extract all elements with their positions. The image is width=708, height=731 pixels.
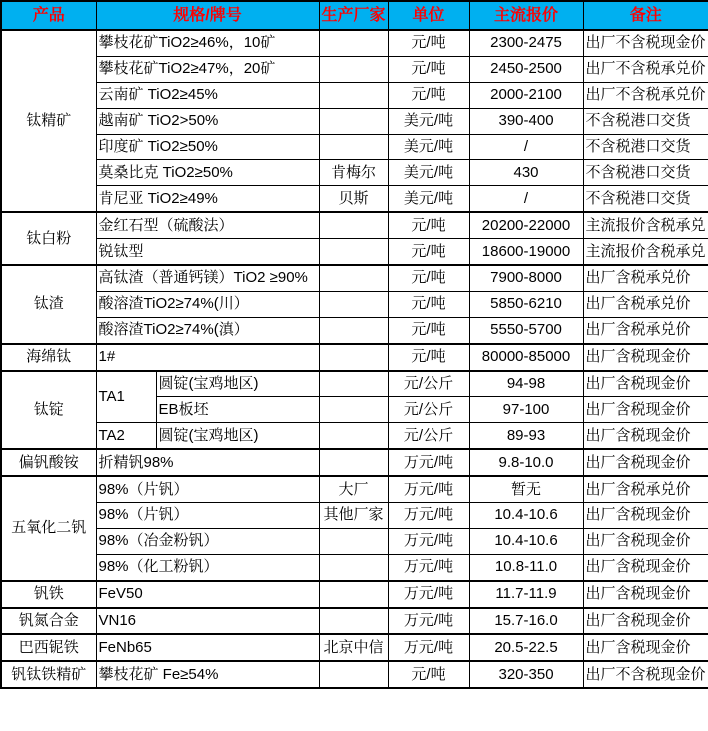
- spec-cell: 攀枝花矿TiO2≥47%，20矿: [96, 56, 319, 82]
- note-cell: 出厂不含税承兑价: [583, 82, 708, 108]
- producer-cell: [319, 317, 388, 343]
- unit-cell: 元/吨: [388, 56, 469, 82]
- spec-cell: FeV50: [96, 581, 319, 608]
- price-cell: 2450-2500: [469, 56, 583, 82]
- price-cell: 20200-22000: [469, 212, 583, 238]
- producer-cell: [319, 608, 388, 635]
- price-cell: 10.4-10.6: [469, 503, 583, 529]
- table-row: [1, 134, 708, 160]
- unit-cell: 美元/吨: [388, 108, 469, 134]
- producer-cell: [319, 528, 388, 554]
- product-cell: 五氧化二钒: [1, 476, 96, 581]
- unit-cell: 万元/吨: [388, 608, 469, 635]
- spec-cell: 肯尼亚 TiO2≥49%: [96, 186, 319, 212]
- note-cell: 出厂含税现金价: [583, 608, 708, 635]
- note-cell: 出厂含税承兑价: [583, 476, 708, 502]
- producer-cell: [319, 581, 388, 608]
- unit-cell: 元/公斤: [388, 371, 469, 397]
- table-row: [1, 291, 708, 317]
- price-cell: 80000-85000: [469, 344, 583, 371]
- price-cell: 7900-8000: [469, 265, 583, 291]
- producer-cell: 贝斯: [319, 186, 388, 212]
- unit-cell: 元/吨: [388, 317, 469, 343]
- spec-cell: 折精钒98%: [96, 449, 319, 476]
- price-cell: 390-400: [469, 108, 583, 134]
- table-row: [1, 371, 708, 397]
- note-cell: 出厂含税承兑价: [583, 265, 708, 291]
- unit-cell: 美元/吨: [388, 186, 469, 212]
- table-row: [1, 82, 708, 108]
- table-row: [1, 186, 708, 212]
- product-cell: 钒氮合金: [1, 608, 96, 635]
- header-cell-product: 产品: [1, 1, 96, 30]
- unit-cell: 元/吨: [388, 30, 469, 56]
- note-cell: 出厂含税现金价: [583, 554, 708, 580]
- spec-cell: 莫桑比克 TiO2≥50%: [96, 160, 319, 186]
- unit-cell: 元/公斤: [388, 397, 469, 423]
- spec-cell: 高钛渣（普通钙镁）TiO2 ≥90%: [96, 265, 319, 291]
- unit-cell: 元/吨: [388, 344, 469, 371]
- price-cell: 94-98: [469, 371, 583, 397]
- product-cell: 钒铁: [1, 581, 96, 608]
- price-cell: 89-93: [469, 423, 583, 449]
- producer-cell: [319, 397, 388, 423]
- producer-cell: [319, 661, 388, 688]
- spec-cell: 98%（化工粉钒）: [96, 554, 319, 580]
- note-cell: 出厂含税现金价: [583, 581, 708, 608]
- producer-cell: [319, 239, 388, 265]
- unit-cell: 万元/吨: [388, 581, 469, 608]
- grade-cell: TA2: [96, 423, 156, 449]
- price-cell: 10.4-10.6: [469, 528, 583, 554]
- spec-cell: 锐钛型: [96, 239, 319, 265]
- price-cell: 2000-2100: [469, 82, 583, 108]
- producer-cell: [319, 108, 388, 134]
- unit-cell: 万元/吨: [388, 449, 469, 476]
- price-cell: 430: [469, 160, 583, 186]
- spec-cell: 圆锭(宝鸡地区): [156, 423, 319, 449]
- note-cell: 出厂含税现金价: [583, 397, 708, 423]
- product-cell: 钒钛铁精矿: [1, 661, 96, 688]
- table-row: [1, 554, 708, 580]
- price-cell: 97-100: [469, 397, 583, 423]
- unit-cell: 元/吨: [388, 265, 469, 291]
- unit-cell: 元/吨: [388, 82, 469, 108]
- spec-cell: 越南矿 TiO2>50%: [96, 108, 319, 134]
- table-row: [1, 449, 708, 476]
- spec-cell: 酸溶渣TiO2≥74%(滇）: [96, 317, 319, 343]
- producer-cell: [319, 423, 388, 449]
- header-cell-spec: 规格/牌号: [96, 1, 319, 30]
- price-cell: 10.8-11.0: [469, 554, 583, 580]
- spec-cell: 酸溶渣TiO2≥74%(川）: [96, 291, 319, 317]
- spec-cell: EB板坯: [156, 397, 319, 423]
- note-cell: 出厂含税现金价: [583, 344, 708, 371]
- note-cell: 出厂不含税承兑价: [583, 56, 708, 82]
- note-cell: 出厂不含税现金价: [583, 661, 708, 688]
- note-cell: 不含税港口交货: [583, 186, 708, 212]
- price-cell: 暂无: [469, 476, 583, 502]
- producer-cell: [319, 30, 388, 56]
- spec-cell: VN16: [96, 608, 319, 635]
- spec-cell: 云南矿 TiO2≥45%: [96, 82, 319, 108]
- spec-cell: 圆锭(宝鸡地区): [156, 371, 319, 397]
- price-cell: 5550-5700: [469, 317, 583, 343]
- producer-cell: [319, 265, 388, 291]
- spec-cell: 攀枝花矿 Fe≥54%: [96, 661, 319, 688]
- note-cell: 主流报价含税承兑: [583, 212, 708, 238]
- grade-cell: TA1: [96, 371, 156, 423]
- note-cell: 不含税港口交货: [583, 134, 708, 160]
- table-row: [1, 661, 708, 688]
- product-cell: 海绵钛: [1, 344, 96, 371]
- note-cell: 出厂含税承兑价: [583, 317, 708, 343]
- spec-cell: FeNb65: [96, 634, 319, 661]
- table-row: [1, 344, 708, 371]
- unit-cell: 元/吨: [388, 661, 469, 688]
- table-row: [1, 265, 708, 291]
- table-row: [1, 528, 708, 554]
- header-cell-note: 备注: [583, 1, 708, 30]
- note-cell: 出厂含税现金价: [583, 371, 708, 397]
- producer-cell: [319, 344, 388, 371]
- price-table-body: [1, 30, 708, 688]
- unit-cell: 万元/吨: [388, 554, 469, 580]
- producer-cell: [319, 371, 388, 397]
- note-cell: 不含税港口交货: [583, 160, 708, 186]
- product-cell: 钛渣: [1, 265, 96, 344]
- spec-cell: 98%（片钒）: [96, 503, 319, 529]
- note-cell: 出厂含税现金价: [583, 503, 708, 529]
- producer-cell: [319, 554, 388, 580]
- producer-cell: [319, 134, 388, 160]
- unit-cell: 万元/吨: [388, 476, 469, 502]
- note-cell: 出厂含税现金价: [583, 634, 708, 661]
- unit-cell: 美元/吨: [388, 160, 469, 186]
- note-cell: 出厂不含税现金价: [583, 30, 708, 56]
- table-row: [1, 317, 708, 343]
- unit-cell: 万元/吨: [388, 528, 469, 554]
- producer-cell: 大厂: [319, 476, 388, 502]
- producer-cell: 北京中信: [319, 634, 388, 661]
- spec-cell: 98%（冶金粉钒）: [96, 528, 319, 554]
- price-cell: 5850-6210: [469, 291, 583, 317]
- unit-cell: 元/吨: [388, 291, 469, 317]
- price-cell: 20.5-22.5: [469, 634, 583, 661]
- table-row: [1, 503, 708, 529]
- unit-cell: 美元/吨: [388, 134, 469, 160]
- spec-cell: 印度矿 TiO2≥50%: [96, 134, 319, 160]
- note-cell: 出厂含税现金价: [583, 449, 708, 476]
- note-cell: 出厂含税现金价: [583, 528, 708, 554]
- unit-cell: 元/吨: [388, 212, 469, 238]
- note-cell: 出厂含税承兑价: [583, 291, 708, 317]
- note-cell: 不含税港口交货: [583, 108, 708, 134]
- spec-cell: 金红石型（硫酸法）: [96, 212, 319, 238]
- spec-cell: 攀枝花矿TiO2≥46%，10矿: [96, 30, 319, 56]
- unit-cell: 万元/吨: [388, 503, 469, 529]
- producer-cell: [319, 291, 388, 317]
- price-cell: 11.7-11.9: [469, 581, 583, 608]
- price-cell: 320-350: [469, 661, 583, 688]
- table-row: [1, 212, 708, 238]
- header-cell-unit: 单位: [388, 1, 469, 30]
- spec-cell: 1#: [96, 344, 319, 371]
- product-cell: 钛精矿: [1, 30, 96, 212]
- price-cell: 9.8-10.0: [469, 449, 583, 476]
- unit-cell: 元/公斤: [388, 423, 469, 449]
- producer-cell: 其他厂家: [319, 503, 388, 529]
- header-row: [1, 1, 708, 30]
- spec-cell: 98%（片钒）: [96, 476, 319, 502]
- table-row: [1, 581, 708, 608]
- producer-cell: [319, 82, 388, 108]
- price-table-header: [1, 1, 708, 30]
- header-cell-price: 主流报价: [469, 1, 583, 30]
- note-cell: 主流报价含税承兑: [583, 239, 708, 265]
- producer-cell: [319, 449, 388, 476]
- product-cell: 钛锭: [1, 371, 96, 450]
- table-row: [1, 108, 708, 134]
- product-cell: 巴西铌铁: [1, 634, 96, 661]
- table-row: [1, 423, 708, 449]
- price-cell: 2300-2475: [469, 30, 583, 56]
- producer-cell: [319, 212, 388, 238]
- table-row: [1, 634, 708, 661]
- table-row: [1, 56, 708, 82]
- price-cell: 18600-19000: [469, 239, 583, 265]
- unit-cell: 元/吨: [388, 239, 469, 265]
- price-cell: /: [469, 134, 583, 160]
- note-cell: 出厂含税现金价: [583, 423, 708, 449]
- table-row: [1, 608, 708, 635]
- unit-cell: 万元/吨: [388, 634, 469, 661]
- price-cell: /: [469, 186, 583, 212]
- producer-cell: [319, 56, 388, 82]
- product-cell: 偏钒酸铵: [1, 449, 96, 476]
- producer-cell: 肯梅尔: [319, 160, 388, 186]
- table-row: [1, 160, 708, 186]
- header-cell-producer: 生产厂家: [319, 1, 388, 30]
- table-row: [1, 476, 708, 502]
- price-cell: 15.7-16.0: [469, 608, 583, 635]
- table-row: [1, 30, 708, 56]
- table-row: [1, 239, 708, 265]
- product-cell: 钛白粉: [1, 212, 96, 265]
